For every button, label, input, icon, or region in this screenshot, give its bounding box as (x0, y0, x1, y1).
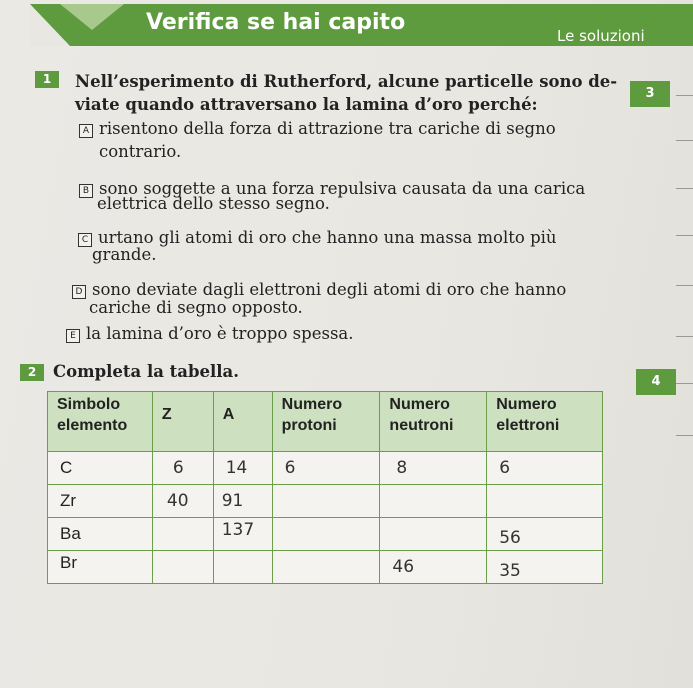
option-a-text-line2: contrario. (99, 142, 182, 161)
cell-symbol: Ba (48, 518, 153, 551)
cell-protons[interactable] (272, 518, 380, 551)
option-a-text-line1: risentono della forza di attrazione tra cariche di segno (99, 119, 556, 138)
question-1-title-line2: viate quando attraversano la lamina d’oro perché: (75, 95, 538, 114)
question-1-title-line1: Nell’esperimento di Rutherford, alcune particelle sono de- (75, 72, 618, 91)
cell-a[interactable]: 91 (213, 485, 272, 518)
cell-neutrons[interactable] (380, 485, 487, 518)
cell-a[interactable] (213, 551, 272, 584)
cell-z[interactable]: 6 (152, 452, 213, 485)
cell-symbol: Br (48, 551, 153, 584)
option-d-letter-box: D (72, 285, 86, 299)
option-c-text-line2: grande. (92, 245, 157, 264)
cell-a[interactable]: 14 (213, 452, 272, 485)
option-e-text-line1: la lamina d’oro è troppo spessa. (86, 324, 354, 343)
element-table (47, 391, 603, 584)
solutions-label: Le soluzioni (557, 27, 645, 45)
margin-rule (676, 435, 693, 436)
question-2-score-badge: 4 (636, 369, 676, 395)
cell-symbol: C (48, 452, 153, 485)
cell-protons[interactable]: 6 (272, 452, 380, 485)
option-e[interactable] (66, 322, 354, 345)
cell-symbol: Zr (48, 485, 153, 518)
margin-rule (676, 285, 693, 286)
margin-rule (676, 95, 693, 96)
option-e-letter-box: E (66, 329, 80, 343)
table-row (48, 452, 603, 485)
cell-electrons[interactable]: 6 (487, 452, 603, 485)
cell-protons[interactable] (272, 485, 380, 518)
cell-z[interactable] (152, 518, 213, 551)
header-numero-elettroni: Numero elettroni (487, 392, 603, 452)
cell-a[interactable]: 137 (213, 518, 272, 551)
option-d-text-line2: cariche di segno opposto. (89, 298, 303, 317)
cell-neutrons[interactable]: 8 (380, 452, 487, 485)
option-a-letter-box: A (79, 124, 93, 138)
option-c-text-line1: urtano gli atomi di oro che hanno una massa molto più (98, 228, 557, 247)
header-numero-protoni: Numero protoni (272, 392, 380, 452)
cell-electrons[interactable] (487, 485, 603, 518)
question-2-title: Completa la tabella. (53, 362, 239, 381)
header-a: A (213, 392, 272, 452)
option-a[interactable] (79, 117, 556, 140)
option-c-letter-box: C (78, 233, 92, 247)
margin-rule (676, 140, 693, 141)
option-b-text-line1: sono soggette a una forza repulsiva causata da una carica (99, 179, 586, 198)
header-simbolo-elemento: Simbolo elemento (48, 392, 153, 452)
margin-rule (676, 188, 693, 189)
cell-neutrons[interactable]: 46 (380, 551, 487, 584)
table-row (48, 485, 603, 518)
question-2-number: 2 (20, 364, 44, 381)
cell-protons[interactable] (272, 551, 380, 584)
cell-electrons[interactable]: 56 (487, 518, 603, 551)
cell-z[interactable]: 40 (152, 485, 213, 518)
header-triangle-icon (60, 4, 124, 30)
option-d-text-line1: sono deviate dagli elettroni degli atomi di oro che hanno (92, 280, 567, 299)
cell-electrons[interactable]: 35 (487, 551, 603, 584)
table-row (48, 518, 603, 551)
cell-z[interactable] (152, 551, 213, 584)
question-1-score-badge: 3 (630, 81, 670, 107)
option-b-letter-box: B (79, 184, 93, 198)
cell-neutrons[interactable] (380, 518, 487, 551)
table-row (48, 551, 603, 584)
table-header-row (48, 392, 603, 452)
question-1-number: 1 (35, 71, 59, 88)
header-numero-neutroni: Numero neutroni (380, 392, 487, 452)
margin-rule (676, 383, 693, 384)
section-title: Verifica se hai capito (146, 10, 406, 35)
option-b-text-line2: elettrica dello stesso segno. (97, 194, 330, 213)
header-z: Z (152, 392, 213, 452)
margin-rule (676, 235, 693, 236)
margin-rule (676, 336, 693, 337)
